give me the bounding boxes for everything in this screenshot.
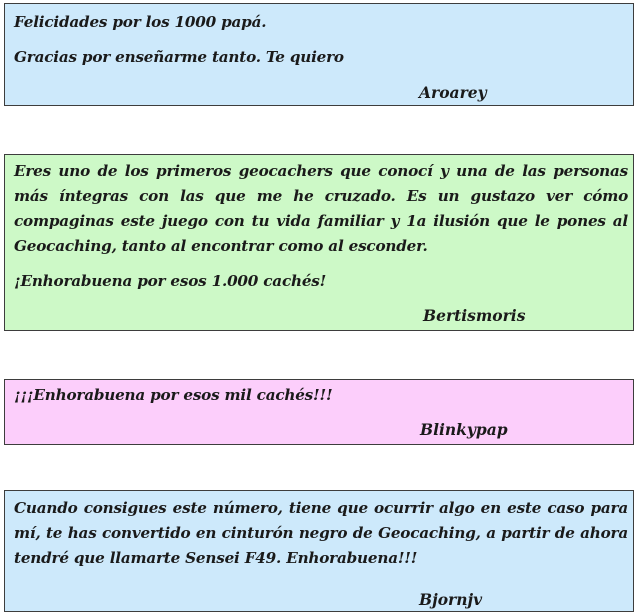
message-card-bjornjv	[4, 490, 634, 612]
signature: Aroarey	[419, 83, 487, 102]
signature: Blinkypap	[420, 420, 508, 439]
message-text: Eres uno de los primeros geocachers que conocí y una de las personas más íntegras con las que me he cruzado. Es un gustazo ver cómo compaginas este juego con tu vida familiar y 1a ilusión que le pones al Geocaching, tanto al encontrar como al esconder.	[14, 162, 628, 255]
message-text: Cuando consigues este número, tiene que ocurrir algo en este caso para mí, te has convertido en cinturón negro de Geocaching, a partir de ahora tendré que llamarte Sensei F49. Enhorabuena!!!	[14, 499, 628, 567]
message-card-blinkypap	[4, 379, 634, 445]
message-text: ¡Enhorabuena por esos 1.000 cachés!	[14, 272, 327, 290]
message-text: ¡¡¡Enhorabuena por esos mil cachés!!!	[14, 386, 333, 404]
signature: Bjornjv	[419, 590, 483, 609]
message-body	[14, 496, 628, 571]
message-card-bertismoris	[4, 154, 634, 331]
message-text: Felicidades por los 1000 papá.	[14, 13, 267, 31]
message-body	[14, 159, 628, 294]
message-card-aroarey	[4, 3, 634, 106]
message-text: Gracias por enseñarme tanto. Te quiero	[14, 48, 344, 66]
signature: Bertismoris	[423, 306, 526, 325]
